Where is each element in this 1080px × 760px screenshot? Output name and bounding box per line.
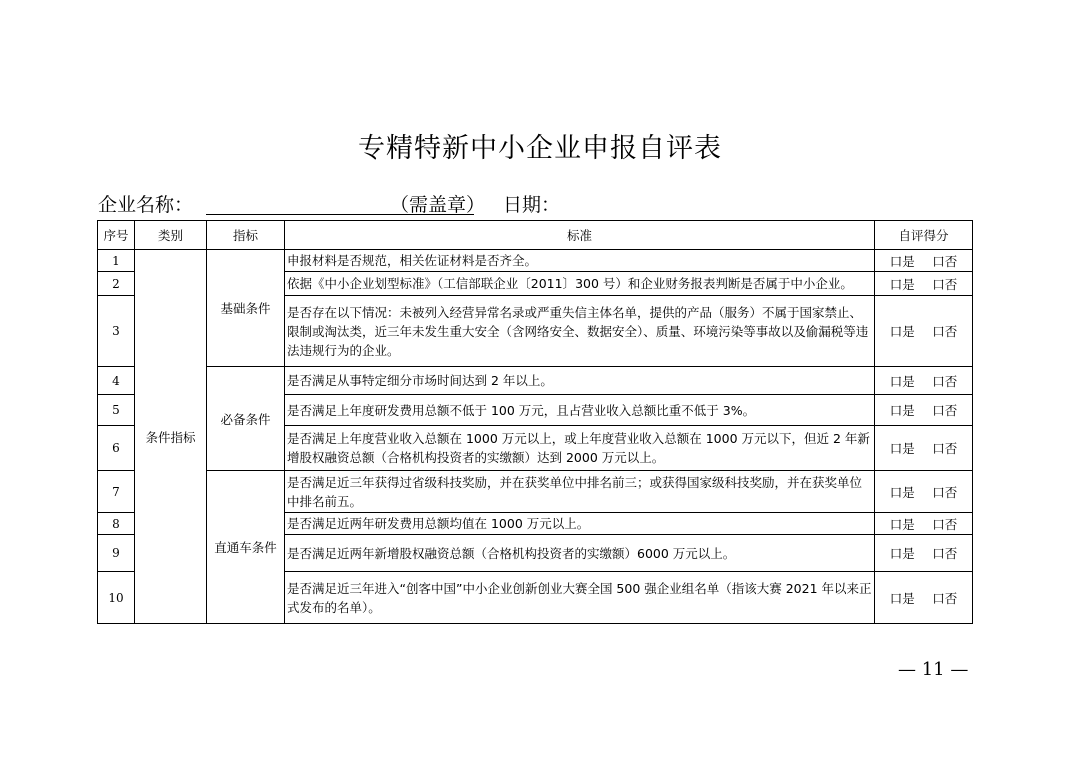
header-score: 自评得分 bbox=[875, 221, 973, 250]
score-cell bbox=[875, 471, 973, 513]
yes-checkbox[interactable]: 口是 bbox=[889, 484, 915, 500]
table-header-row bbox=[98, 221, 973, 250]
group-basic: 基础条件 bbox=[207, 250, 285, 367]
standard-text: 依据《中小企业划型标准》（工信部联企业〔2011〕300 号）和企业财务报表判断是否属于中小企业。 bbox=[285, 272, 875, 296]
row-number: 5 bbox=[98, 395, 135, 426]
self-evaluation-table bbox=[97, 220, 973, 624]
yes-checkbox[interactable]: 口是 bbox=[889, 516, 915, 532]
yes-checkbox[interactable]: 口是 bbox=[889, 276, 915, 292]
category-cell: 条件指标 bbox=[135, 250, 207, 624]
no-checkbox[interactable]: 口否 bbox=[932, 441, 958, 456]
no-checkbox[interactable]: 口否 bbox=[932, 516, 958, 532]
score-cell bbox=[875, 426, 973, 471]
no-checkbox[interactable]: 口否 bbox=[932, 484, 958, 500]
row-number: 8 bbox=[98, 513, 135, 535]
header-category: 类别 bbox=[135, 221, 207, 250]
group-direct: 直通车条件 bbox=[207, 471, 285, 624]
header-standard: 标准 bbox=[285, 221, 875, 250]
yes-checkbox[interactable]: 口是 bbox=[889, 590, 915, 606]
no-checkbox[interactable]: 口否 bbox=[932, 590, 958, 606]
yes-checkbox[interactable]: 口是 bbox=[889, 403, 915, 418]
no-checkbox[interactable]: 口否 bbox=[932, 253, 958, 269]
score-cell bbox=[875, 272, 973, 296]
row-number: 1 bbox=[98, 250, 135, 272]
no-checkbox[interactable]: 口否 bbox=[932, 546, 958, 561]
row-number: 3 bbox=[98, 296, 135, 367]
standard-text: 是否满足近两年研发费用总额均值在 1000 万元以上。 bbox=[285, 513, 875, 535]
standard-text: 申报材料是否规范，相关佐证材料是否齐全。 bbox=[285, 250, 875, 272]
score-cell bbox=[875, 535, 973, 572]
row-number: 6 bbox=[98, 426, 135, 471]
date-label: 日期： bbox=[503, 194, 561, 216]
score-cell bbox=[875, 513, 973, 535]
page-title: 专精特新中小企业申报自评表 bbox=[358, 133, 722, 164]
company-name-label: 企业名称： bbox=[98, 194, 194, 216]
header-no: 序号 bbox=[98, 221, 135, 250]
score-cell bbox=[875, 572, 973, 624]
standard-text: 是否满足从事特定细分市场时间达到 2 年以上。 bbox=[285, 367, 875, 395]
row-number: 4 bbox=[98, 367, 135, 395]
header-indicator: 指标 bbox=[207, 221, 285, 250]
standard-text: 是否满足上年度营业收入总额在 1000 万元以上，或上年度营业收入总额在 1000 万元以下，但近 2 年新增股权融资总额（合格机构投资者的实缴额）达到 2000 万元以上。 bbox=[285, 426, 875, 471]
no-checkbox[interactable]: 口否 bbox=[932, 324, 958, 339]
row-number: 2 bbox=[98, 272, 135, 296]
row-number: 10 bbox=[98, 572, 135, 624]
group-required: 必备条件 bbox=[207, 367, 285, 471]
no-checkbox[interactable]: 口否 bbox=[932, 373, 958, 389]
standard-text: 是否满足上年度研发费用总额不低于 100 万元，且占营业收入总额比重不低于 3%。 bbox=[285, 395, 875, 426]
yes-checkbox[interactable]: 口是 bbox=[889, 546, 915, 561]
row-number: 7 bbox=[98, 471, 135, 513]
no-checkbox[interactable]: 口否 bbox=[932, 403, 958, 418]
score-cell bbox=[875, 296, 973, 367]
table-row bbox=[98, 367, 973, 395]
score-cell bbox=[875, 395, 973, 426]
company-info-line bbox=[98, 188, 978, 218]
yes-checkbox[interactable]: 口是 bbox=[889, 324, 915, 339]
standard-text: 是否存在以下情况：未被列入经营异常名录或严重失信主体名单，提供的产品（服务）不属于国家禁止、限制或淘汰类，近三年未发生重大安全（含网络安全、数据安全）、质量、环境污染等事故以及偷漏税等违法违规行为的企业。 bbox=[285, 296, 875, 367]
yes-checkbox[interactable]: 口是 bbox=[889, 373, 915, 389]
page-number: — 11 — bbox=[898, 659, 969, 680]
seal-note: （需盖章） bbox=[390, 194, 486, 216]
yes-checkbox[interactable]: 口是 bbox=[889, 441, 915, 456]
standard-text: 是否满足近三年进入“创客中国”中小企业创新创业大赛全国 500 强企业组名单（指该大赛 2021 年以来正式发布的名单）。 bbox=[285, 572, 875, 624]
table-row bbox=[98, 471, 973, 513]
table-row bbox=[98, 250, 973, 272]
score-cell bbox=[875, 367, 973, 395]
standard-text: 是否满足近两年新增股权融资总额（合格机构投资者的实缴额）6000 万元以上。 bbox=[285, 535, 875, 572]
score-cell bbox=[875, 250, 973, 272]
no-checkbox[interactable]: 口否 bbox=[932, 276, 958, 292]
row-number: 9 bbox=[98, 535, 135, 572]
yes-checkbox[interactable]: 口是 bbox=[889, 253, 915, 269]
standard-text: 是否满足近三年获得过省级科技奖励，并在获奖单位中排名前三；或获得国家级科技奖励，并在获奖单位中排名前五。 bbox=[285, 471, 875, 513]
